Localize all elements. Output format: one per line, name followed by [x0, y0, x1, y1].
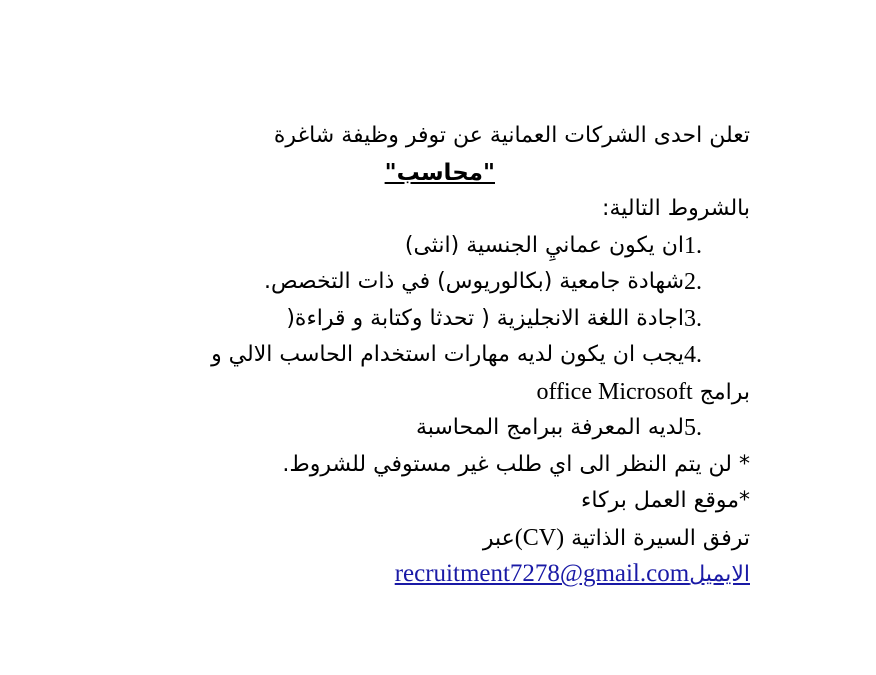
- condition-item-1: [130, 228, 750, 265]
- cv-prefix: ترفق السيرة الذاتية: [571, 525, 750, 551]
- email-address: recruitment7278@gmail.com: [394, 560, 690, 587]
- condition-item-3: [130, 301, 750, 338]
- cv-instruction: [130, 520, 750, 557]
- condition-text: اجادة اللغة الانجليزية ( تحدثا وكتابة و قراءة(: [286, 305, 684, 331]
- cv-suffix: عبر: [482, 525, 515, 551]
- job-announcement: [130, 118, 750, 593]
- condition-number: 2.: [684, 269, 702, 295]
- condition-number: 3.: [684, 305, 702, 332]
- conditions-heading: بالشروط التالية:: [602, 196, 750, 221]
- condition-text: يجب ان يكون لديه مهارات استخدام الحاسب الالي و: [211, 342, 684, 367]
- email-label: الايميل: [689, 562, 750, 587]
- note-work-location: *موقع العمل بركاء: [581, 488, 750, 513]
- cv-abbrev: (CV): [514, 524, 565, 551]
- condition-item-4: [130, 337, 750, 374]
- programs-word: برامج: [699, 379, 750, 405]
- software-name: office Microsoft: [536, 378, 693, 405]
- condition-text: ان يكون عمانيِ الجنسية (انثى): [404, 232, 684, 258]
- condition-number: 5.: [684, 415, 702, 441]
- email-link[interactable]: [395, 562, 750, 587]
- note-requirements: * لن يتم النظر الى اي طلب غير مستوفي للشروط.: [282, 451, 750, 477]
- intro-line: تعلن احدى الشركات العمانية عن توفر وظيفة شاغرة: [273, 123, 750, 148]
- condition-4-continuation: [118, 374, 750, 411]
- job-title: "محاسب": [384, 159, 495, 186]
- condition-number: 1.: [684, 232, 702, 259]
- condition-number: 4.: [684, 342, 702, 368]
- condition-item-5: [130, 410, 750, 447]
- condition-text: لديه المعرفة ببرامج المحاسبة: [415, 415, 684, 440]
- condition-item-2: [130, 264, 750, 301]
- email-line[interactable]: [130, 556, 750, 593]
- condition-text: شهادة جامعية (بكالوريوس) في ذات التخصص.: [263, 269, 684, 294]
